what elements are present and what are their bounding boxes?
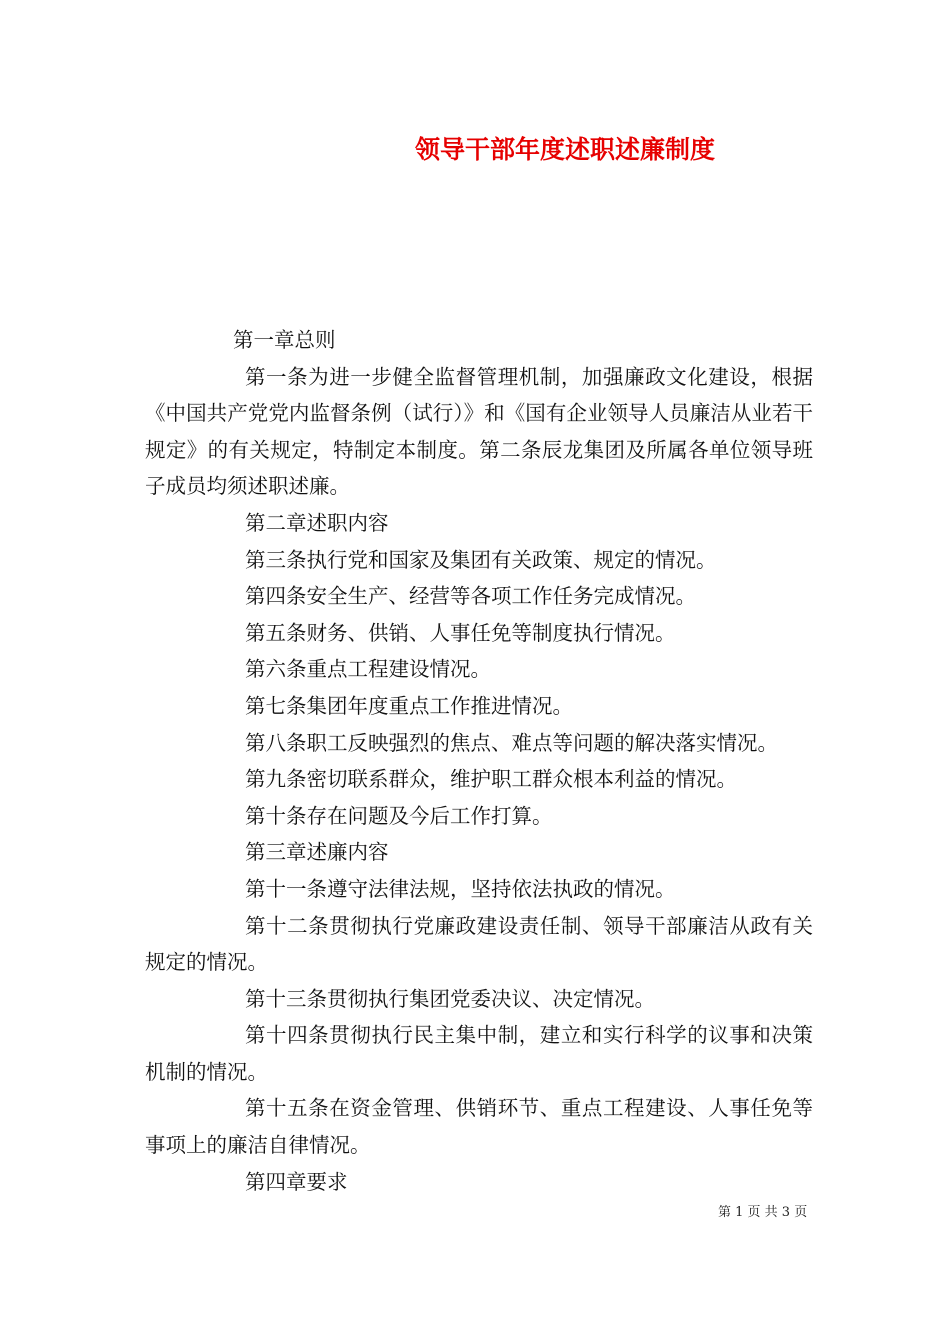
article-paragraph: 第八条职工反映强烈的焦点、难点等问题的解决落实情况。 — [245, 730, 778, 755]
article-paragraph: 第一条为进一步健全监督管理机制，加强廉政文化建设，根据《中国共产党党内监督条例（试行）》和《国有企业领导人员廉洁从业若干规定》的有关规定，特制定本制度。第二条辰龙集团及所属各单位领导班子成员均须述职述廉。 — [145, 364, 813, 499]
document-title: 领导干部年度述职述廉制度 — [414, 135, 715, 164]
article-paragraph: 第六条重点工程建设情况。 — [245, 657, 491, 682]
article-paragraph: 第十条存在问题及今后工作打算。 — [245, 803, 553, 828]
article-paragraph: 第三条执行党和国家及集团有关政策、规定的情况。 — [245, 547, 717, 572]
page-number-footer: 第 1 页 共 3 页 — [718, 1205, 808, 1220]
article-paragraph: 第七条集团年度重点工作推进情况。 — [245, 693, 573, 718]
chapter-heading: 第一章总则 — [233, 328, 336, 352]
chapter-heading: 第四章要求 — [245, 1169, 348, 1194]
article-paragraph: 第十五条在资金管理、供销环节、重点工程建设、人事任免等事项上的廉洁自律情况。 — [145, 1096, 813, 1158]
article-paragraph: 第五条财务、供销、人事任免等制度执行情况。 — [245, 620, 676, 645]
article-paragraph: 第十四条贯彻执行民主集中制，建立和实行科学的议事和决策机制的情况。 — [145, 1023, 813, 1084]
article-paragraph: 第十一条遵守法律法规，坚持依法执政的情况。 — [245, 876, 676, 901]
document-body — [145, 322, 813, 1200]
article-paragraph: 第四条安全生产、经营等各项工作任务完成情况。 — [245, 584, 696, 609]
article-paragraph: 第十三条贯彻执行集团党委决议、决定情况。 — [245, 986, 655, 1011]
chapter-heading: 第三章述廉内容 — [245, 840, 389, 865]
chapter-heading: 第二章述职内容 — [245, 510, 389, 535]
article-paragraph: 第九条密切联系群众，维护职工群众根本利益的情况。 — [245, 767, 737, 792]
article-paragraph: 第十二条贯彻执行党廉政建设责任制、领导干部廉洁从政有关规定的情况。 — [145, 913, 813, 975]
